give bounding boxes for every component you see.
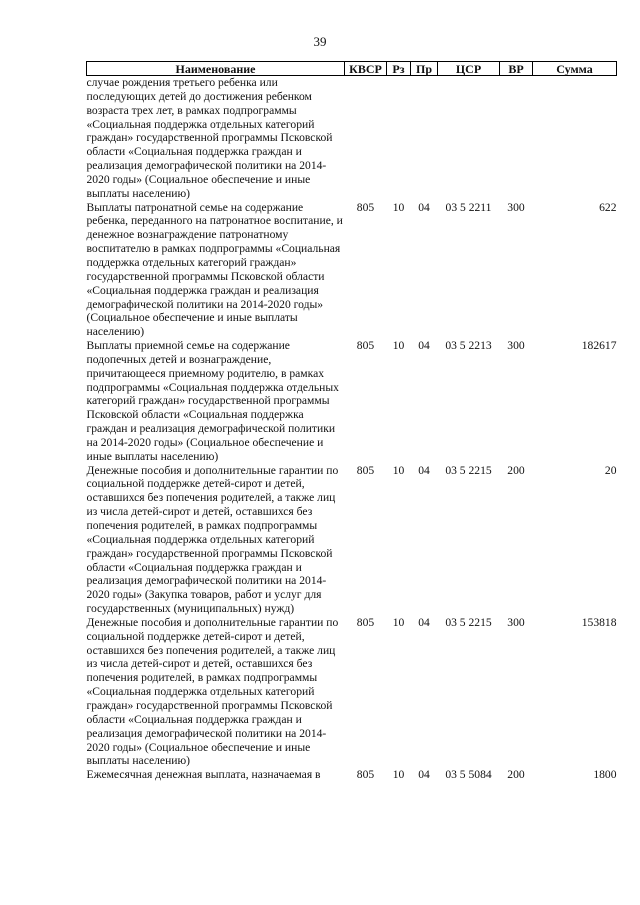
row-name: Ежемесячная денежная выплата, назначаемая в <box>86 768 321 782</box>
row-csr: 03 5 2213 <box>445 339 492 353</box>
table-row <box>87 464 617 616</box>
row-csr: 03 5 5084 <box>445 768 492 782</box>
column-header-sum: Сумма <box>533 62 617 76</box>
row-vr: 200 <box>507 463 525 477</box>
column-header-name: Наименование <box>87 62 345 76</box>
row-name: Денежные пособия и дополнительные гарантии по социальной поддержке детей-сирот и детей, оставшихся без попечения родителей, а также лиц из числа детей-сирот и детей, оставшихся без попечения родителей, в рамках подпрограммы «Социальная поддержка отдельных категорий граждан» государственной программы Псковской области «Социальная поддержка граждан и реализация демографической политики на 2014-2020 годы» (Социальное обеспечение и иные выплаты населению) <box>86 615 339 768</box>
row-pr: 04 <box>418 200 430 214</box>
table-row <box>87 768 617 782</box>
row-rz <box>387 76 411 201</box>
row-kvsr: 805 <box>356 615 375 629</box>
row-pr: 04 <box>418 463 430 477</box>
row-pr: 04 <box>418 339 430 353</box>
row-sum: 20 <box>604 463 617 477</box>
table-row <box>87 616 617 768</box>
page-number: 39 <box>313 34 327 49</box>
row-vr: 300 <box>507 200 525 214</box>
row-name: Выплаты приемной семье на содержание подопечных детей и вознаграждение, причитающееся приемному родителю, в рамках подпрограммы «Социальная поддержка отдельных категорий граждан» государственной программы Псковской области «Социальная поддержка граждан и реализация демографической политики на 2014-2020 годы» (Социальное обеспечение и иные выплаты населению) <box>86 339 339 463</box>
row-rz: 10 <box>392 339 405 353</box>
row-vr <box>500 76 533 201</box>
row-vr: 300 <box>507 339 525 353</box>
table-row <box>87 76 617 201</box>
row-sum: 1800 <box>593 768 617 782</box>
table-row <box>87 339 617 464</box>
row-kvsr: 805 <box>356 339 375 353</box>
row-csr: 03 5 2215 <box>445 615 492 629</box>
row-name: случае рождения третьего ребенка или последующих детей до достижения ребенком возраста трех лет, в рамках подпрограммы «Социальная поддержка отдельных категорий граждан» государственной программы Псковской области «Социальная поддержка граждан и реализация демографической политики на 2014-2020 годы» (Социальное обеспечение и иные выплаты населению) <box>86 76 333 200</box>
column-header-kvsr: КВСР <box>345 62 387 76</box>
column-header-vr: ВР <box>500 62 533 76</box>
row-kvsr <box>345 76 387 201</box>
row-vr: 300 <box>507 615 525 629</box>
row-pr: 04 <box>418 768 430 782</box>
row-kvsr: 805 <box>356 463 375 477</box>
row-rz: 10 <box>392 615 405 629</box>
row-sum: 153818 <box>581 615 617 629</box>
row-kvsr: 805 <box>356 768 375 782</box>
row-sum <box>533 76 617 201</box>
row-sum: 182617 <box>581 339 617 353</box>
row-vr: 200 <box>507 768 525 782</box>
row-csr: 03 5 2211 <box>445 200 492 214</box>
table-row <box>87 201 617 339</box>
table-header-row <box>87 62 617 76</box>
row-pr <box>411 76 438 201</box>
row-sum: 622 <box>599 200 617 214</box>
row-pr: 04 <box>418 615 430 629</box>
budget-table <box>86 61 617 782</box>
row-rz: 10 <box>392 463 405 477</box>
row-rz: 10 <box>392 768 405 782</box>
row-name: Денежные пособия и дополнительные гарантии по социальной поддержке детей-сирот и детей, оставшихся без попечения родителей, а также лиц из числа детей-сирот и детей, оставшихся без попечения родителей, в рамках подпрограммы «Социальная поддержка отдельных категорий граждан» государственной программы Псковской области «Социальная поддержка граждан и реализация демографической политики на 2014-2020 годы» (Закупка товаров, работ и услуг для государственных (муниципальных) нужд) <box>86 463 339 616</box>
row-csr <box>438 76 500 201</box>
row-kvsr: 805 <box>356 200 375 214</box>
column-header-pr: Пр <box>411 62 438 76</box>
column-header-rz: Рз <box>387 62 411 76</box>
column-header-csr: ЦСР <box>438 62 500 76</box>
row-rz: 10 <box>392 200 405 214</box>
row-name: Выплаты патронатной семье на содержание ребенка, переданного на патронатное воспитание, и денежное вознаграждение патронатному воспитателю в рамках подпрограммы «Социальная поддержка отдельных категорий граждан» государственной программы Псковской области «Социальная поддержка граждан и реализация демографической политики на 2014-2020 годы» (Социальное обеспечение и иные выплаты населению) <box>86 200 343 339</box>
row-csr: 03 5 2215 <box>445 463 492 477</box>
